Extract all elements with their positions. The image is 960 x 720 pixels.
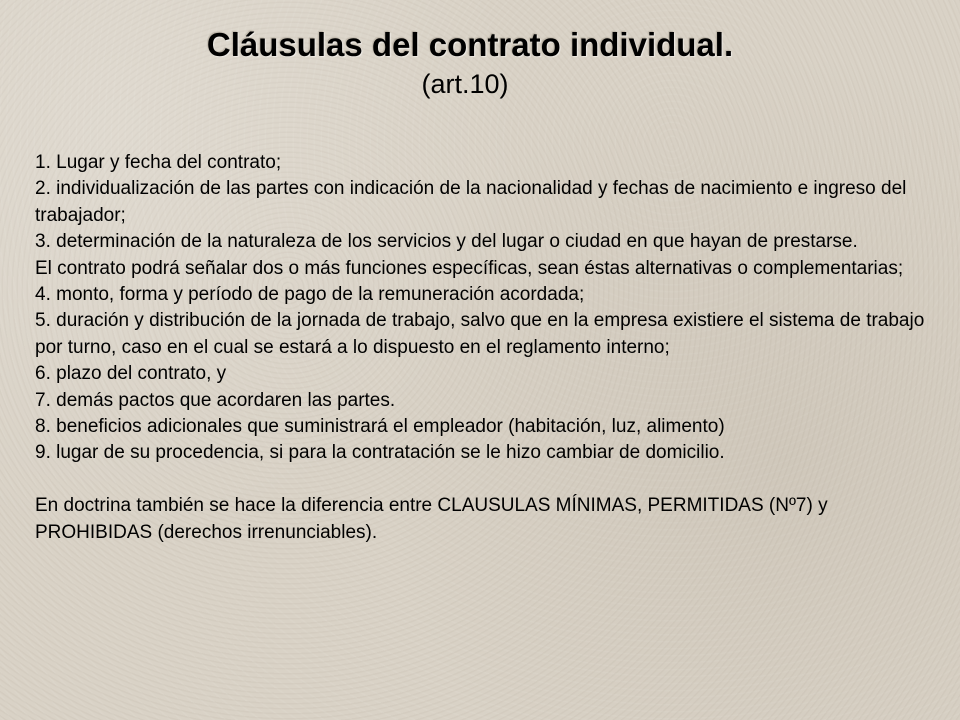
- closing-paragraph: En doctrina también se hace la diferencia entre CLAUSULAS MÍNIMAS, PERMITIDAS (Nº7) y PROHIBIDAS (derechos irrenunciables).: [35, 495, 828, 543]
- clause-item-6: 6. plazo del contrato, y: [35, 363, 227, 385]
- clause-item-1: 1. Lugar y fecha del contrato;: [35, 152, 282, 173]
- slide-title: Cláusulas del contrato individual.: [206, 26, 734, 63]
- paragraph-spacer: [35, 467, 935, 493]
- clause-item-7: 7. demás pactos que acordaren las partes.: [35, 389, 396, 411]
- clause-item-4: 4. monto, forma y período de pago de la remuneración acordada;: [35, 284, 585, 306]
- clause-item-8: 8. beneficios adicionales que suministrará el empleador (habitación, luz, alimento): [35, 416, 725, 438]
- clause-item-3: 3. determinación de la naturaleza de los servicios y del lugar o ciudad en que hayan de prestarse.: [35, 231, 858, 253]
- clause-list: [35, 150, 935, 546]
- clause-item-9: 9. lugar de su procedencia, si para la contratación se le hizo cambiar de domicilio.: [35, 442, 725, 464]
- clause-item-5: 5. duración y distribución de la jornada de trabajo, salvo que en la empresa existiere el sistema de trabajo por turno, caso en el cual se estará a lo dispuesto en el reglamento interno;: [35, 310, 925, 358]
- slide-subtitle: (art.10): [421, 69, 509, 99]
- clause-note: El contrato podrá señalar dos o más funciones específicas, sean éstas alternativas o complementarias;: [35, 257, 904, 279]
- clause-item-2: 2. individualización de las partes con indicación de la nacionalidad y fechas de nacimiento e ingreso del trabajador;: [35, 178, 907, 226]
